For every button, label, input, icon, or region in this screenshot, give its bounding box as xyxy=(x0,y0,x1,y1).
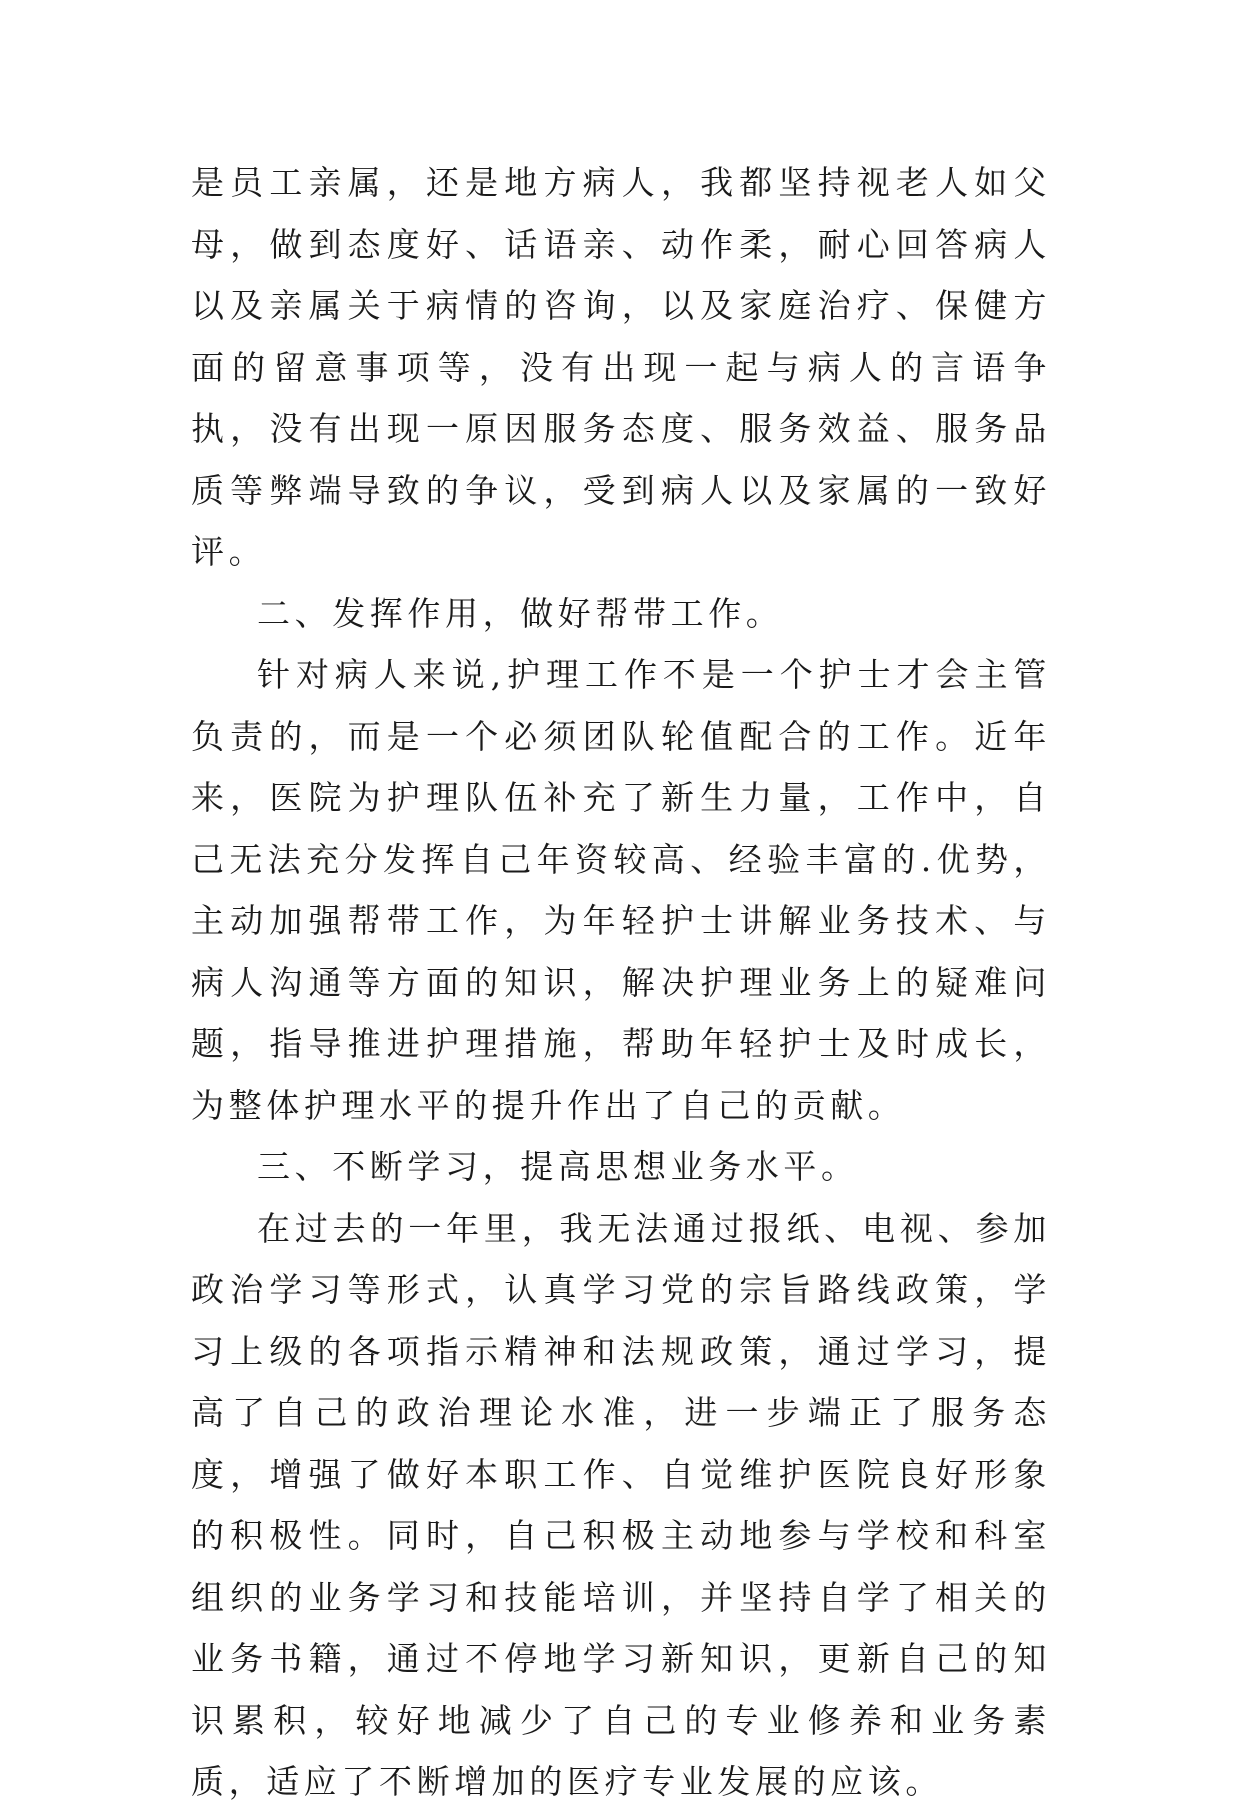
section-heading-2: 二、发挥作用，做好帮带工作。 xyxy=(257,593,784,633)
document-body xyxy=(191,152,1051,1813)
paragraph-section-3: 在过去的一年里，我无法通过报纸、电视、参加政治学习等形式，认真学习党的宗旨路线政策，学习上级的各项指示精神和法规政策，通过学习，提高了自己的政治理论水准，进一步端正了服务态度，增强了做好本职工作、自觉维护医院良好形象的积极性。同时，自己积极主动地参与学校和科室组织的业务学习和技能培训，并坚持自学了相关的业务书籍，通过不停地学习新知识，更新自己的知识累积，较好地减少了自己的专业修养和业务素质，适应了不断增加的医疗专业发展的应该。 xyxy=(191,1208,1051,1801)
paragraph-section-2: 针对病人来说,护理工作不是一个护士才会主管负责的，而是一个必须团队轮值配合的工作。近年来，医院为护理队伍补充了新生力量，工作中，自己无法充分发挥自己年资较高、经验丰富的.优势，主动加强帮带工作，为年轻护士讲解业务技术、与病人沟通等方面的知识，解决护理业务上的疑难问题，指导推进护理措施，帮助年轻护士及时成长，为整体护理水平的提升作出了自己的贡献。 xyxy=(191,655,1051,1125)
section-heading-3: 三、不断学习，提高思想业务水平。 xyxy=(257,1147,859,1186)
paragraph-continuation: 是员工亲属，还是地方病人，我都坚持视老人如父母，做到态度好、话语亲、动作柔，耐心回答病人以及亲属关于病情的咨询，以及家庭治疗、保健方面的留意事项等，没有出现一起与病人的言语争执，没有出现一原因服务态度、服务效益、服务品质等弊端导致的争议，受到病人以及家属的一致好评。 xyxy=(191,163,1051,571)
